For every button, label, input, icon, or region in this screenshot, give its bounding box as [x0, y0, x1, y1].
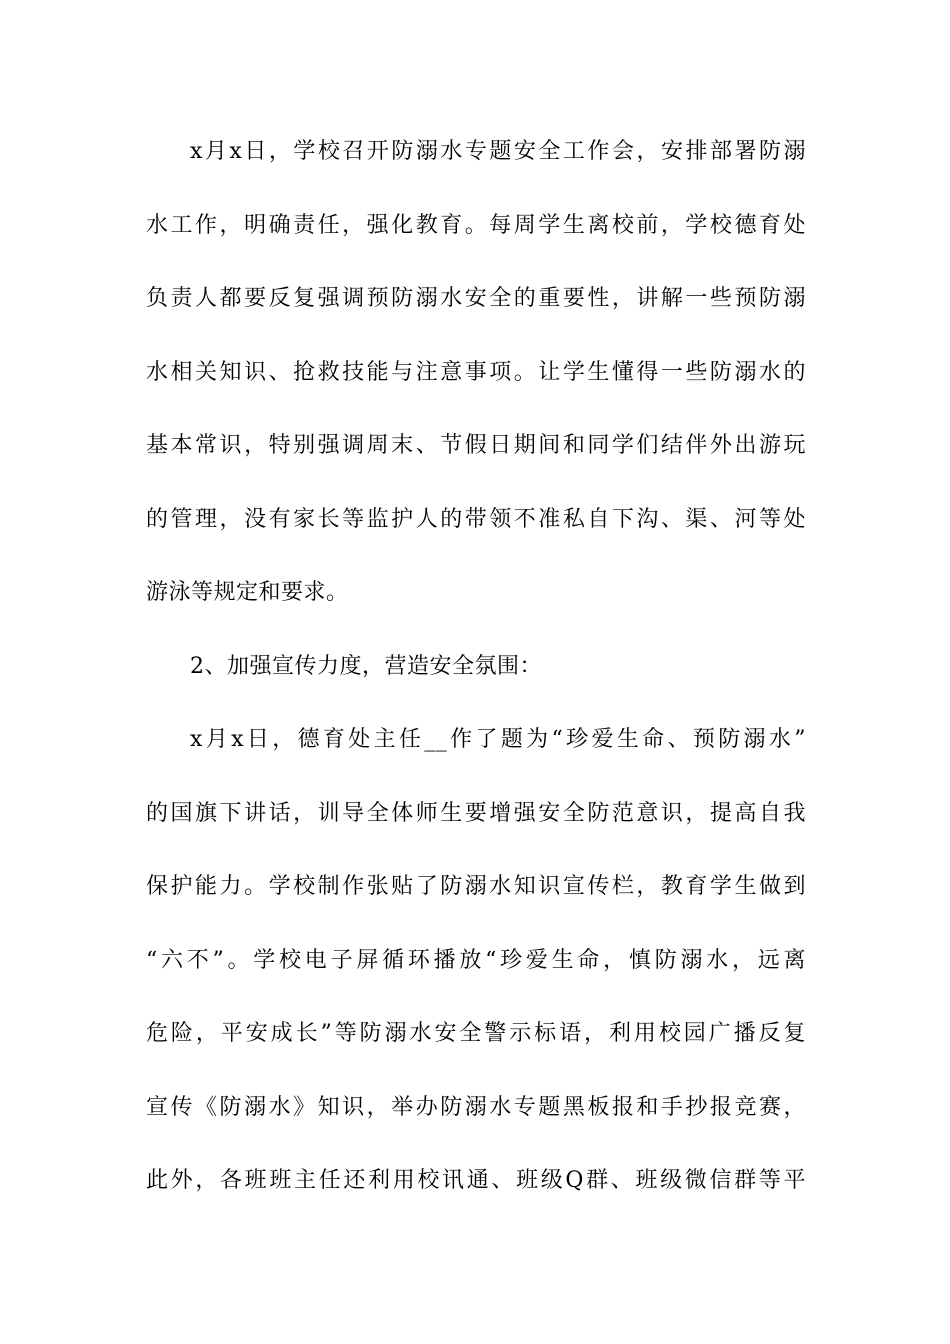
paragraph-line: 危险，平安成长”等防溺水安全警示标语，利用校园广播反复 — [146, 1021, 806, 1046]
paragraph-line: 保护能力。学校制作张贴了防溺水知识宣传栏，教育学生做到 — [146, 874, 806, 899]
paragraph-line: 游泳等规定和要求。 — [146, 580, 349, 605]
paragraph-line: 水相关知识、抢救技能与注意事项。让学生懂得一些防溺水的 — [146, 359, 806, 385]
paragraph-line: 宣传《防溺水》知识，举办防溺水专题黑板报和手抄报竞赛， — [146, 1094, 806, 1120]
paragraph-line: 负责人都要反复强调预防溺水安全的重要性，讲解一些预防溺 — [146, 286, 806, 311]
paragraph-line: “六不”。学校电子屏循环播放“珍爱生命，慎防溺水，远离 — [146, 947, 806, 973]
paragraph-line: 的国旗下讲话，训导全体师生要增强安全防范意识，提高自我 — [146, 800, 806, 826]
paragraph-line: 的管理，没有家长等监护人的带领不准私自下沟、渠、河等处 — [146, 506, 806, 532]
paragraph-line: x月x日，德育处主任__作了题为“珍爱生命、预防溺水” — [190, 727, 806, 752]
section-heading: 2、加强宣传力度，营造安全氛围： — [190, 653, 542, 679]
paragraph-line: x月x日，学校召开防溺水专题安全工作会，安排部署防溺 — [190, 139, 806, 164]
paragraph-line: 此外，各班班主任还利用校讯通、班级Q群、班级微信群等平 — [146, 1168, 806, 1193]
document-body — [146, 129, 806, 1232]
paragraph-line: 基本常识，特别强调周末、节假日期间和同学们结伴外出游玩 — [146, 433, 806, 458]
paragraph-line: 水工作，明确责任，强化教育。每周学生离校前，学校德育处 — [146, 212, 806, 238]
